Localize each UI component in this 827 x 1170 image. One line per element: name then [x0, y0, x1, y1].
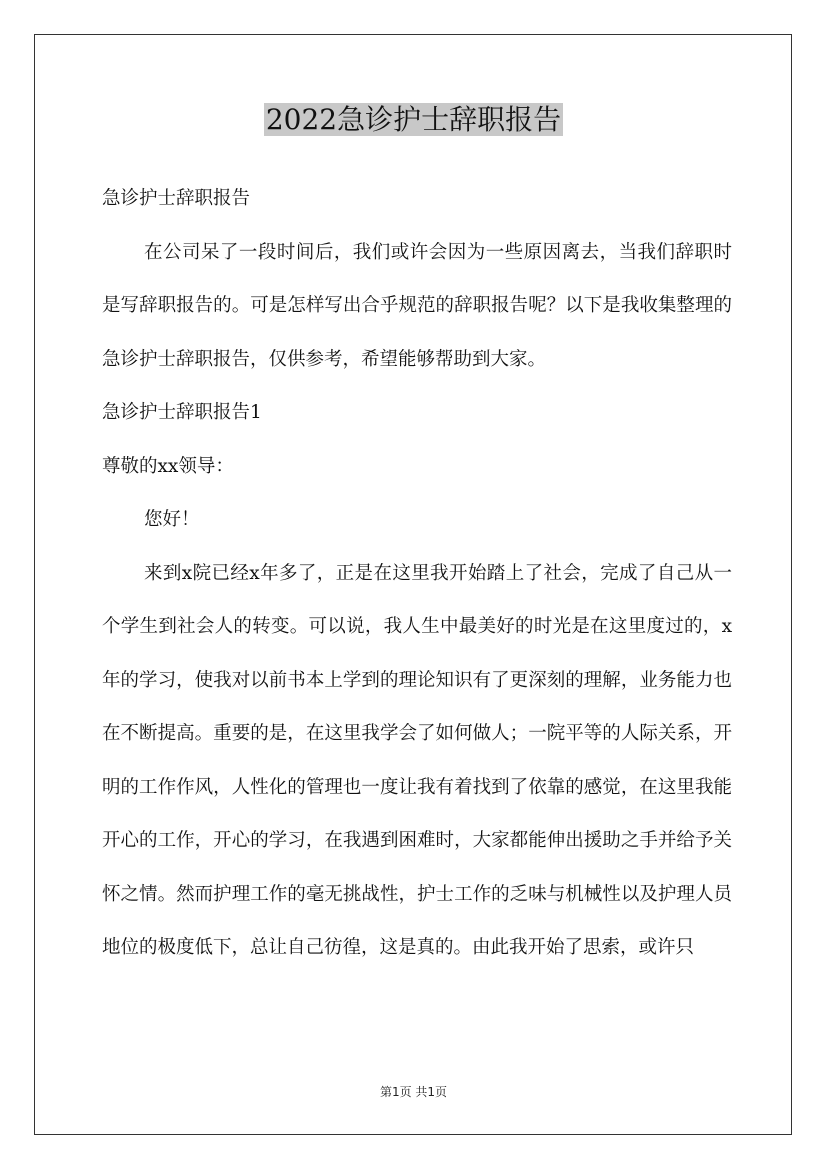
section-heading: 急诊护士辞职报告1: [102, 402, 262, 423]
document-title-text: 2022急诊护士辞职报告: [265, 103, 562, 136]
document-title: [0, 100, 827, 140]
document-subtitle: 急诊护士辞职报告: [102, 188, 251, 209]
greeting: 您好！: [144, 509, 200, 530]
body-paragraph: 来到x院已经x年多了，正是在这里我开始踏上了社会，完成了自己从一个学生到社会人的转变。可以说，我人生中最美好的时光是在这里度过的，x年的学习，使我对以前书本上学到的理论知识有了更深刻的理解，业务能力也在不断提高。重要的是，在这里我学会了如何做人；一院平等的人际关系，开明的工作作风，人性化的管理也一度让我有着找到了依靠的感觉，在这里我能开心的工作，开心的学习，在我遇到困难时，大家都能伸出援助之手并给予关怀之情。然而护理工作的毫无挑战性，护士工作的乏味与机械性以及护理人员地位的极度低下，总让自己彷徨，这是真的。由此我开始了思索，或许只: [102, 562, 732, 958]
intro-paragraph: 在公司呆了一段时间后，我们或许会因为一些原因离去，当我们辞职时是写辞职报告的。可是怎样写出合乎规范的辞职报告呢？以下是我收集整理的急诊护士辞职报告，仅供参考，希望能够帮助到大家。: [102, 241, 732, 370]
document-body: [102, 172, 732, 975]
page-footer: 第1页 共1页: [379, 1085, 448, 1099]
salutation: 尊敬的xx领导：: [102, 455, 234, 477]
